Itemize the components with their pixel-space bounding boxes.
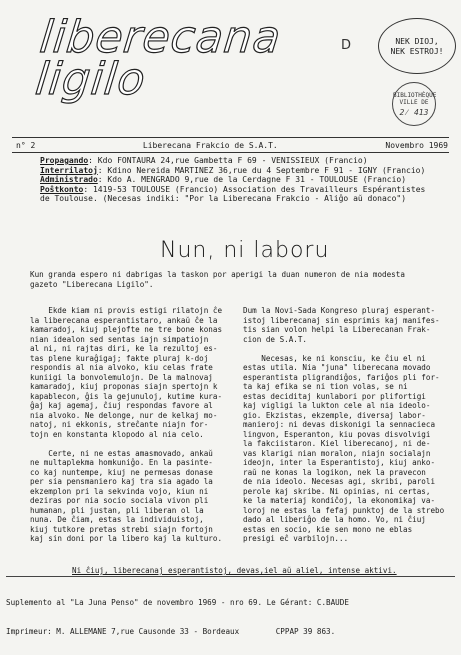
stamp-number: 2⁄ 413 (399, 108, 429, 117)
info-row (40, 156, 425, 166)
footer (6, 579, 349, 655)
header-subtitle: Liberecana Frakcio de S.A.T. (142, 141, 278, 150)
header-date: Novembro 1969 (385, 141, 448, 150)
masthead-line2: ligilo (33, 54, 149, 105)
article-title: Nun, ni laboru (160, 238, 330, 263)
masthead-title (33, 12, 284, 105)
stamp-line2: VILLE DE (399, 99, 429, 106)
handwritten-mark: D (341, 38, 352, 53)
stamp-line1: BIBLIOTHÈQUE (393, 92, 437, 99)
article-column-left: Ekde kiam ni provis estigi rilatojn ĉe la liberecana esperantistaro, ankaŭ ĉe la kamaradoj, kiuj plejofte ne tre bone konas nian idealon sed sentas iajn simpatiojn al ni, ni rajtas diri, ke la rezultoj es- tas plene kuraĝigaj; fakte pluraj k-doj respondis al nia alvoko, kiu celas frate kuniigi la bonvolemulojn. De la malnovaj kamaradoj, kiuj proponas siajn spertojn k kapablecon, ĝis la gejunuloj, kutime kura- ĝaj kaj agemaj, ĉiuj respondas favore al nia alvoko. Ne delonge, nur de kelkaj mo- natoj, ni ekkonis, streĉante niajn for- tojn en konstanta klopodo al nia celo. Certe, ni ne estas amasmovado, ankaŭ ne multaplekma homkuniĝo. En la pasinte- co kaj nuntempe, kiuj ne permesas donase per sia pensmaniero kaj tra sia agado la ekzemplon pri la sekvinda vojo, kiun ni deziras por nia socio sociala vivon pli humanan, pli justan, pli liberan ol la nuna. De ĉiam, estas la individuistoj, kiuj tutkore pretas strebi siajn fortojn kaj sin doni por la libero kaj la kulturo. (30, 306, 223, 543)
info-text: : Kdino Nereida MARTINEZ 36,rue du 4 Septembre F 91 - IGNY (Francio) (97, 165, 426, 175)
info-row (40, 175, 425, 185)
info-label: Interrilatoj (40, 165, 98, 175)
info-text: : Kdo A. MENGRADO 9,rue de la Cerdagne F 31 - TOULOUSE (Francio) (97, 175, 407, 185)
info-label: Propagando (40, 156, 89, 165)
info-row (40, 166, 425, 176)
info-label: Poŝtkonto (40, 184, 84, 194)
issue-number: n° 2 (16, 141, 36, 150)
header-rule-top (12, 137, 449, 138)
footer-rule (6, 576, 455, 577)
header-rule-bottom (12, 152, 449, 153)
masthead-line1: liberecana (37, 12, 284, 63)
contact-info (40, 156, 425, 204)
article-column-right: Dum la Novi-Sada Kongreso pluraj esperant- istoj liberecanaj sin esprimis kaj manifes- tis sian volon helpi la Liberecanan Frak- cion de S.A.T. Necesas, ke ni konsciu, ke ĉiu el ni estas utila. Nia "juna" liberecana movado esperantista pligrandiĝos, fariĝos pli for- ta kaj efika se ni tion volas, se ni estas deciditaj kunlabori por plifortigi kaj vigligi la lukton cele al nia ideolo- gio. Ekzistas, ekzemple, diversaj labor- manieroj: ni devas diskonigi la sennacieca lingvon, Esperanton, kiu povas disvolvigi la fakciistaron. Kiel liberecanoj, ni de- vas klarigi nian moralon, niajn socialajn ideojn, inter la Esperantistoj, kiuj anko- raŭ ne konas la logikon, nek la pravecon de nia ideolo. Necesas agi, skribi, paroli perole kaj skribe. Ni opinias, ni certas, ke la materiaj kondiĉoj, la ekonomikaj va- loroj ne estas la fefaj punktoj de la strebo dado al liberiĝo de la homo. Vo, ni ĉiuj estas en socio, kie sen mono ne eblas presigi eĉ varbilojn... (243, 306, 445, 543)
article-closing: Ni ĉiuj, liberecanaj esperantistoj, devas,iel aŭ aliel, intense aktivi. (72, 566, 397, 575)
info-row (40, 185, 425, 195)
footer-line1: Suplemento al "La Juna Penso" de novembro 1969 - nro 69. Le Gérant: C.BAUDE (6, 598, 349, 607)
header-line (16, 141, 448, 150)
info-label: Administrado (40, 175, 98, 185)
info-row (40, 194, 425, 204)
slogan-oval (378, 18, 456, 74)
info-text: de Toulouse. (Necesas indiki: "Por la Liberecana Frakcio - Aliĝo aŭ donaco") (40, 194, 407, 204)
info-text: : Kdo FONTAURA 24,rue Gambetta F 69 - VENISSIEUX (Francio) (88, 156, 368, 165)
slogan-line2: NEK ESTROJ! (390, 47, 444, 56)
footer-line2: Imprimeur: M. ALLEMANE 7,rue Causonde 33 - Bordeaux CPPAP 39 863. (6, 626, 336, 636)
library-stamp (392, 82, 436, 126)
info-text: : 1419-53 TOULOUSE (Francio) Association des Travailleurs Espérantistes (83, 184, 426, 194)
slogan-line1: NEK DIOJ, (395, 37, 439, 46)
article-intro: Kun granda espero ni dabrigas la taskon por aperigi la duan numeron de nia modesta gazeto "Liberecana Ligilo". (30, 270, 405, 289)
